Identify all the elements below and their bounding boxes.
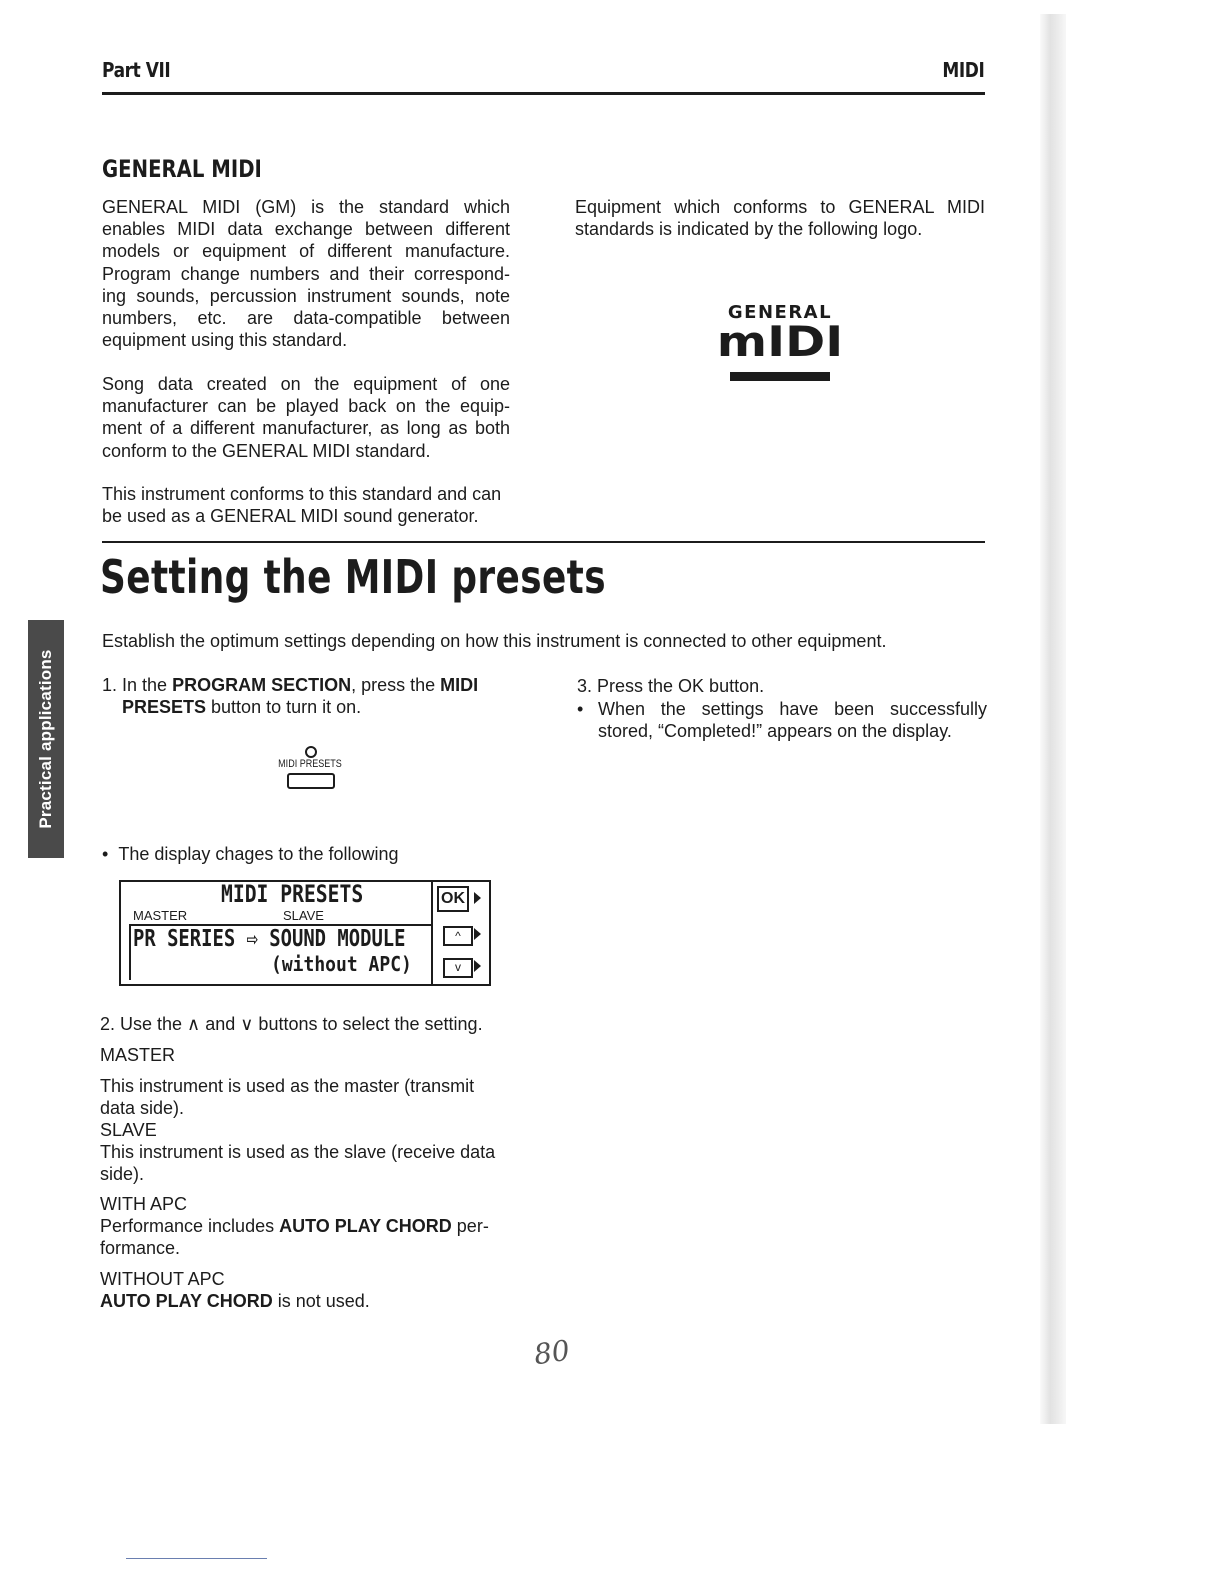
lcd-line-1: PR SERIES ⇨ SOUND MODULE (133, 926, 406, 952)
with-apc-desc-c: per- formance. (100, 1216, 489, 1259)
page-number: 80 (531, 1333, 572, 1372)
lcd-title: MIDI PRESETS (221, 880, 364, 908)
gm-paragraph-1: GENERAL MIDI (GM) is the standard which enables MIDI data exchange between different models or equipment of different manufacture. Program change numbers and their correspond- ing sounds, percussion instrument sounds, note numbers, etc. are data-compatible between equipment using this standard. (102, 197, 510, 351)
gm-paragraph-3: This instrument conforms to this standard and can be used as a GENERAL MIDI sound generator. (102, 484, 502, 527)
option-without-apc-desc (100, 1290, 512, 1312)
step-3-bullet (577, 698, 987, 742)
option-master-desc: This instrument is used as the master (transmit data side). (100, 1076, 475, 1119)
ok-arrow-icon (474, 892, 481, 904)
midi-presets-button (287, 773, 335, 789)
option-slave (100, 1119, 512, 1186)
logo-main-text: mIDI (716, 317, 844, 366)
option-with-apc (100, 1193, 512, 1260)
option-with-apc-name: WITH APC (100, 1194, 188, 1214)
option-slave-name: SLAVE (100, 1120, 157, 1140)
lcd-up-button: ^ (443, 926, 473, 946)
without-apc-desc-b: AUTO PLAY CHORD (100, 1291, 273, 1312)
step-1-text-a: In the (122, 675, 173, 695)
header-part: Part VII (102, 58, 171, 82)
scan-edge (1040, 14, 1066, 1424)
step-1-midi: MIDI (440, 675, 479, 695)
logo-top-text: GENERAL (727, 302, 833, 323)
down-arrow-icon (474, 960, 481, 972)
step-1-program-section: PROGRAM SECTION (172, 675, 352, 695)
scan-mark (126, 1558, 267, 1559)
step-1 (102, 674, 522, 718)
lcd-slave-label: SLAVE (283, 908, 324, 923)
step-3-bullet-text: When the settings have been successfully stored, “Completed!” appears on the display. (598, 699, 987, 742)
lcd-ok-button: OK (437, 886, 469, 912)
step-1-text-rest: button to turn it on. (206, 697, 362, 718)
side-tab (28, 620, 64, 858)
bullet-icon: • (577, 699, 584, 719)
display-note-text: The display chages to the following (118, 844, 399, 864)
with-apc-desc-b: AUTO PLAY CHORD (279, 1216, 452, 1237)
side-tab-label: Practical applications (36, 649, 55, 829)
option-master-name: MASTER (100, 1045, 176, 1065)
header-rule (102, 92, 985, 95)
step-3: 3. Press the OK button. (577, 676, 765, 696)
led-indicator-icon (305, 746, 317, 758)
step-1-presets: PRESETS (122, 697, 207, 718)
option-slave-desc: This instrument is used as the slave (receive data side). (100, 1142, 496, 1185)
lcd-down-button: v (443, 958, 473, 978)
step-2: 2. Use the ∧ and ∨ buttons to select the setting. (100, 1014, 483, 1034)
header-section: MIDI (942, 58, 984, 82)
gm-logo-note: Equipment which conforms to GENERAL MIDI standards is indicated by the following logo. (575, 197, 985, 240)
step-1-text-c: , press the (351, 675, 441, 695)
step-1-num: 1. (102, 675, 118, 695)
presets-intro: Establish the optimum settings depending on how this instrument is connected to other equipment. (102, 631, 887, 651)
presets-title: Setting the MIDI presets (100, 550, 606, 604)
with-apc-desc-a: Performance includes (100, 1216, 280, 1237)
display-note (102, 843, 522, 865)
general-midi-logo (716, 302, 844, 384)
without-apc-desc-c: is not used. (272, 1291, 370, 1312)
lcd-display (119, 880, 491, 986)
lcd-line-2: (without APC) (271, 952, 412, 976)
logo-bar (730, 372, 830, 381)
section-rule (102, 541, 985, 543)
option-without-apc (100, 1268, 512, 1312)
lcd-master-label: MASTER (133, 908, 188, 923)
midi-presets-button-illustration (270, 744, 350, 794)
option-with-apc-desc (100, 1215, 512, 1259)
up-arrow-icon (474, 928, 481, 940)
option-master (100, 1044, 512, 1120)
general-midi-title: GENERAL MIDI (102, 155, 262, 183)
lcd-divider (431, 882, 433, 984)
gm-paragraph-2: Song data created on the equipment of one manufacturer can be played back on the equip- ment of a different manufacturer, as long as both conform to the GENERAL MIDI standard. (102, 374, 510, 461)
bullet-icon: • (102, 844, 109, 864)
button-caption: MIDI PRESETS (278, 758, 342, 770)
option-without-apc-name: WITHOUT APC (100, 1269, 225, 1289)
